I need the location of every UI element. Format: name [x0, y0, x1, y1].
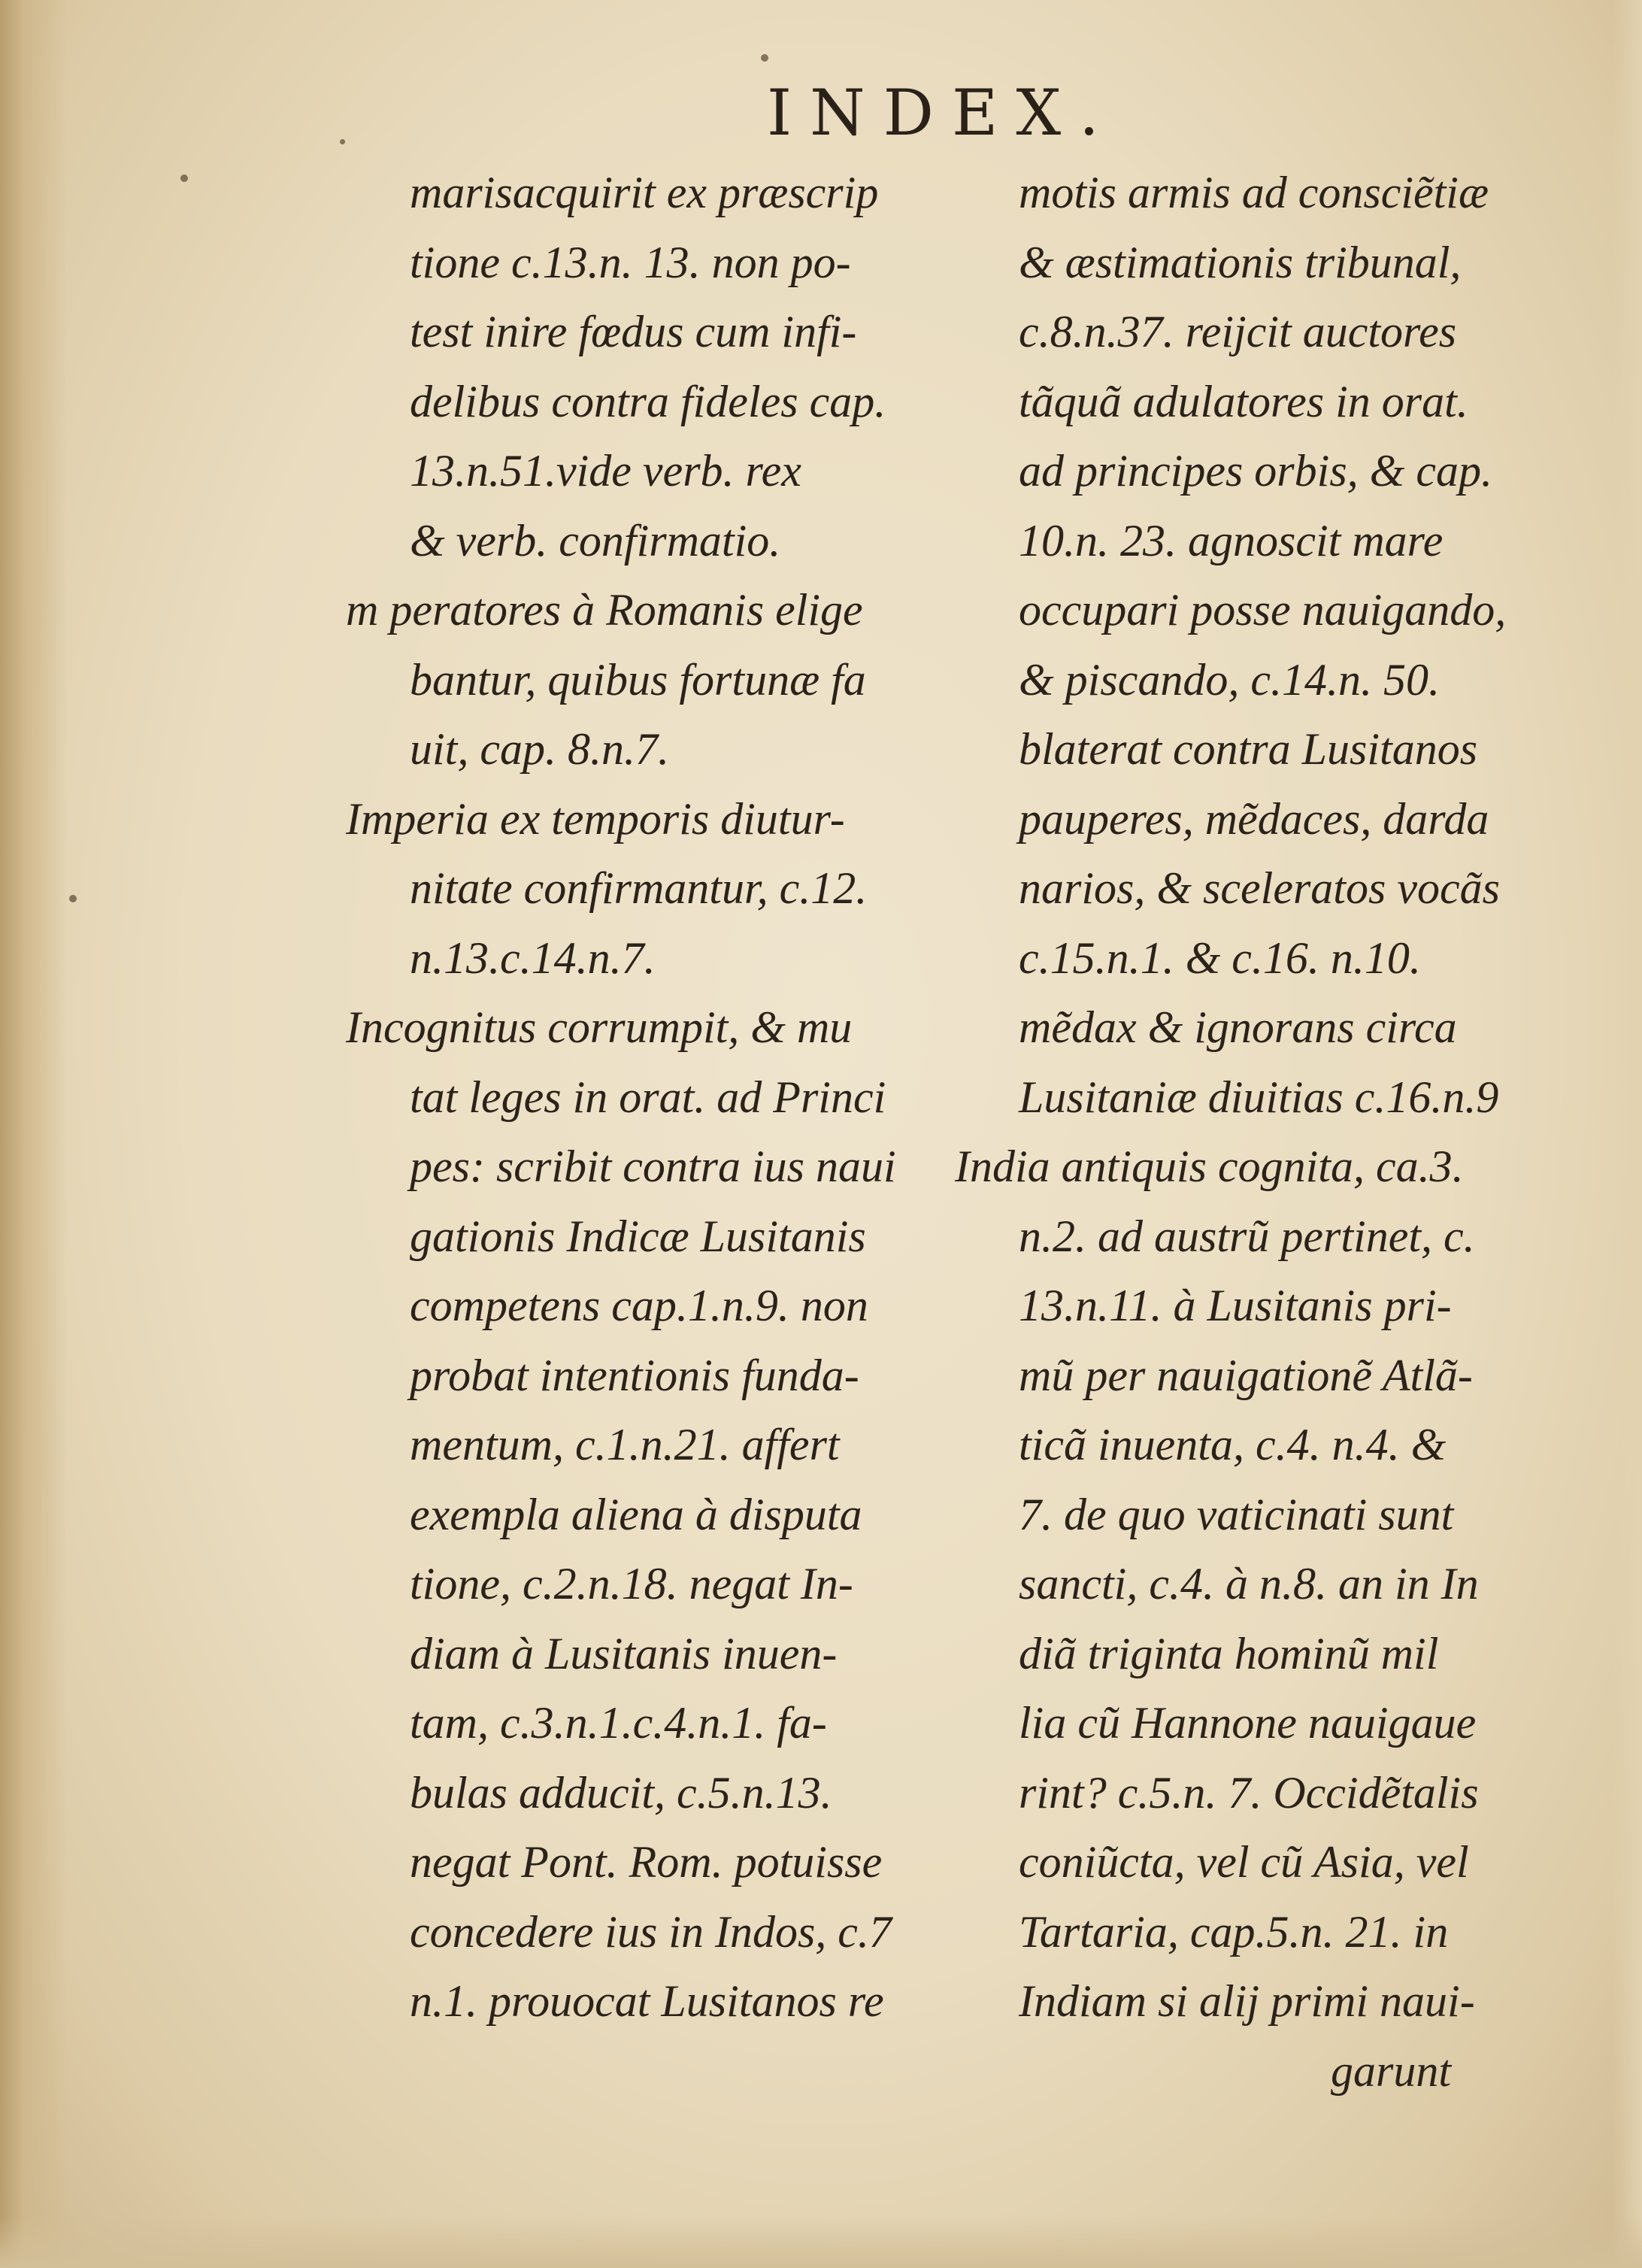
index-entry-line: Tartaria, cap.5.n. 21. in	[1019, 1906, 1449, 1957]
index-column-left	[346, 158, 962, 2036]
index-entry-line: coniũcta, vel cũ Asia, vel	[1019, 1837, 1469, 1887]
index-entry-line: pauperes, mẽdaces, darda	[1019, 793, 1489, 844]
index-entry-line: blaterat contra Lusitanos	[1019, 724, 1478, 774]
index-entry-line: mẽdax & ignorans circa	[1019, 1002, 1457, 1052]
index-entry-line: delibus contra fideles cap.	[410, 376, 886, 426]
index-entry-line: Lusitaniæ diuitias c.16.n.9	[1019, 1072, 1499, 1122]
index-entry-line: 13.n.11. à Lusitanis pri-	[1019, 1281, 1452, 1330]
index-entry-line: bulas adducit, c.5.n.13.	[410, 1767, 832, 1818]
index-entry-line: uit, cap. 8.n.7.	[410, 724, 669, 774]
ink-speck	[340, 139, 345, 144]
index-entry-line: ad principes orbis, & cap.	[1019, 446, 1492, 496]
index-entry-line: tãquã adulatores in orat.	[1019, 376, 1468, 426]
index-entry-line: diam à Lusitanis inuen-	[410, 1628, 838, 1678]
index-entry-line: sancti, c.4. à n.8. an in In	[1019, 1559, 1479, 1609]
index-entry-line: garunt	[1331, 2045, 1452, 2096]
index-column-right	[955, 158, 1579, 2106]
ink-speck	[180, 174, 188, 182]
index-entry-line: negat Pont. Rom. potuisse	[410, 1837, 883, 1887]
index-entry-line: diã triginta hominũ mil	[1019, 1628, 1439, 1678]
index-entry-line: bantur, quibus fortunæ fa	[410, 654, 866, 705]
index-entry-line: marisacquirit ex præscrip	[410, 168, 879, 217]
index-entry-line: & verb. confirmatio.	[410, 515, 781, 565]
ink-speck	[69, 895, 77, 902]
index-entry-line: competens cap.1.n.9. non	[410, 1281, 868, 1330]
index-entry-line: concedere ius in Indos, c.7	[410, 1906, 892, 1957]
index-entry-line: mũ per nauigationẽ Atlã-	[1019, 1350, 1473, 1400]
index-entry-line: 10.n. 23. agnoscit mare	[1019, 515, 1444, 565]
index-entry-line: tione, c.2.n.18. negat In-	[410, 1559, 853, 1609]
page-edge	[1612, 0, 1642, 2268]
gutter-shadow	[0, 0, 68, 2268]
index-entry-line: Imperia ex temporis diutur-	[346, 793, 845, 844]
index-entry-line: probat intentionis funda-	[410, 1350, 859, 1400]
index-entry-line: 7. de quo vaticinati sunt	[1019, 1489, 1454, 1539]
index-entry-line: motis armis ad consciẽtiæ	[1019, 168, 1489, 217]
index-entry-line: 13.n.51.vide verb. rex	[410, 446, 801, 496]
index-entry-line: gationis Indicæ Lusitanis	[410, 1211, 866, 1261]
index-entry-line: n.2. ad austrũ pertinet, c.	[1019, 1211, 1475, 1261]
index-entry-line: exempla aliena à disputa	[410, 1489, 862, 1539]
index-entry-line: occupari posse nauigando,	[1019, 585, 1507, 635]
ink-speck	[761, 54, 768, 62]
index-entry-line: tat leges in orat. ad Princi	[410, 1072, 886, 1122]
index-entry-line: lia cũ Hannone nauigaue	[1019, 1698, 1477, 1748]
index-entry-line: & æstimationis tribunal,	[1019, 237, 1462, 287]
index-entry-line: & piscando, c.14.n. 50.	[1019, 654, 1440, 705]
index-entry-line: test inire fœdus cum infi-	[410, 307, 857, 356]
index-entry-line: c.8.n.37. reijcit auctores	[1019, 307, 1457, 356]
page-header: INDEX.	[767, 76, 1117, 150]
index-entry-line: mentum, c.1.n.21. affert	[410, 1420, 840, 1469]
index-entry-line: n.13.c.14.n.7.	[410, 932, 656, 983]
index-entry-line: rint? c.5.n. 7. Occidẽtalis	[1019, 1767, 1479, 1818]
index-entry-line: tione c.13.n. 13. non po-	[410, 237, 851, 287]
page-bottom-edge	[0, 2215, 1642, 2268]
index-entry-line: Incognitus corrumpit, & mu	[346, 1002, 853, 1052]
index-entry-line: n.1. prouocat Lusitanos re	[410, 1976, 884, 2026]
index-entry-line: Indiam si alij primi naui-	[1019, 1976, 1475, 2026]
index-entry-line: nitate confirmantur, c.12.	[410, 863, 868, 913]
index-entry-line: pes: scribit contra ius naui	[410, 1142, 896, 1191]
index-entry-line: ticã inuenta, c.4. n.4. &	[1019, 1420, 1447, 1469]
index-entry-line: m peratores à Romanis elige	[346, 585, 863, 635]
index-entry-line: India antiquis cognita, ca.3.	[955, 1142, 1464, 1191]
index-entry-line: tam, c.3.n.1.c.4.n.1. fa-	[410, 1698, 827, 1748]
index-entry-line: narios, & sceleratos vocãs	[1019, 863, 1500, 913]
index-entry-line: c.15.n.1. & c.16. n.10.	[1019, 932, 1421, 983]
